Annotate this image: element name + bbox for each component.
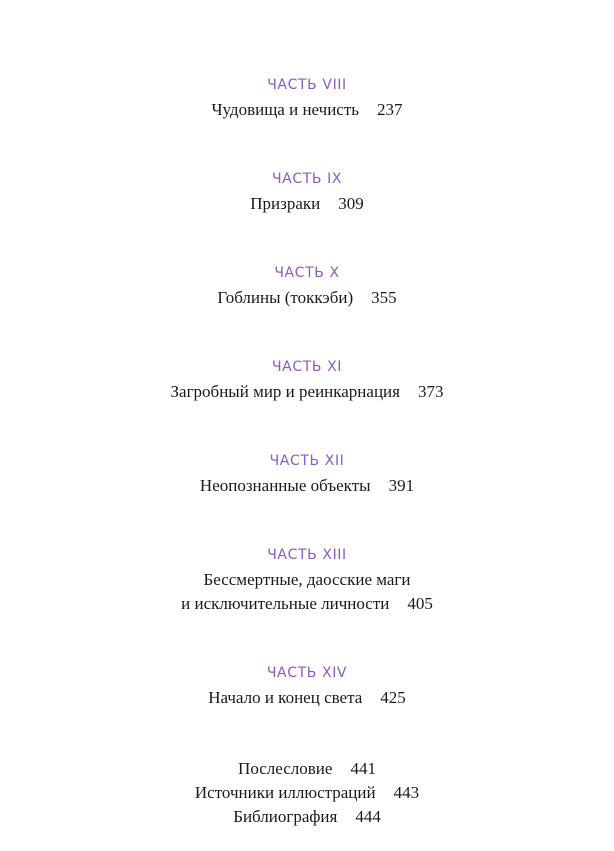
entry-title: Послесловие (238, 759, 333, 778)
toc-entry[interactable] (0, 474, 614, 498)
toc-entry[interactable] (0, 98, 614, 122)
toc-part-8 (0, 76, 614, 122)
toc-back-matter (0, 757, 614, 829)
toc-entry[interactable] (0, 286, 614, 310)
toc-entry[interactable] (0, 568, 614, 616)
toc-entry[interactable] (0, 380, 614, 404)
toc-part-10 (0, 264, 614, 310)
entry-page-number: 237 (377, 100, 403, 119)
toc-entry[interactable] (0, 781, 614, 805)
entry-title: Гоблины (токкэби) (217, 288, 354, 307)
part-label: ЧАСТЬ XI (271, 359, 343, 375)
entry-page-number: 405 (407, 594, 433, 613)
entry-page-number: 443 (393, 783, 420, 802)
toc-part-9 (0, 170, 614, 216)
toc-entry[interactable] (0, 805, 614, 829)
part-label: ЧАСТЬ IX (271, 171, 343, 187)
entry-page-number: 373 (417, 382, 444, 401)
entry-page-number: 441 (350, 759, 376, 778)
part-label: ЧАСТЬ XII (269, 453, 345, 469)
entry-title-line-1: Бессмертные, даосские маги (203, 570, 411, 589)
toc-part-12 (0, 452, 614, 498)
toc-entry[interactable] (0, 192, 614, 216)
toc-entry[interactable] (0, 686, 614, 710)
part-label: ЧАСТЬ VIII (267, 77, 347, 93)
toc-part-11 (0, 358, 614, 404)
toc-part-14 (0, 664, 614, 710)
entry-title: Источники иллюстраций (194, 783, 376, 802)
entry-title-line-2: и исключительные личности (181, 594, 390, 613)
entry-page-number: 444 (355, 807, 381, 826)
part-label: ЧАСТЬ XIII (267, 547, 347, 563)
entry-title: Чудовища и нечисть (211, 100, 360, 119)
toc-part-13 (0, 546, 614, 616)
entry-title: Библиография (233, 807, 338, 826)
entry-page-number: 391 (388, 476, 415, 495)
entry-title: Начало и конец света (208, 688, 363, 707)
entry-page-number: 355 (371, 288, 397, 307)
entry-title: Призраки (250, 194, 321, 213)
entry-page-number: 425 (380, 688, 406, 707)
part-label: ЧАСТЬ XIV (266, 665, 348, 681)
toc-entry[interactable] (0, 757, 614, 781)
entry-page-number: 309 (338, 194, 364, 213)
entry-title: Загробный мир и реинкарнация (170, 382, 400, 401)
part-label: ЧАСТЬ X (274, 265, 340, 281)
entry-title: Неопознанные объекты (199, 476, 371, 495)
